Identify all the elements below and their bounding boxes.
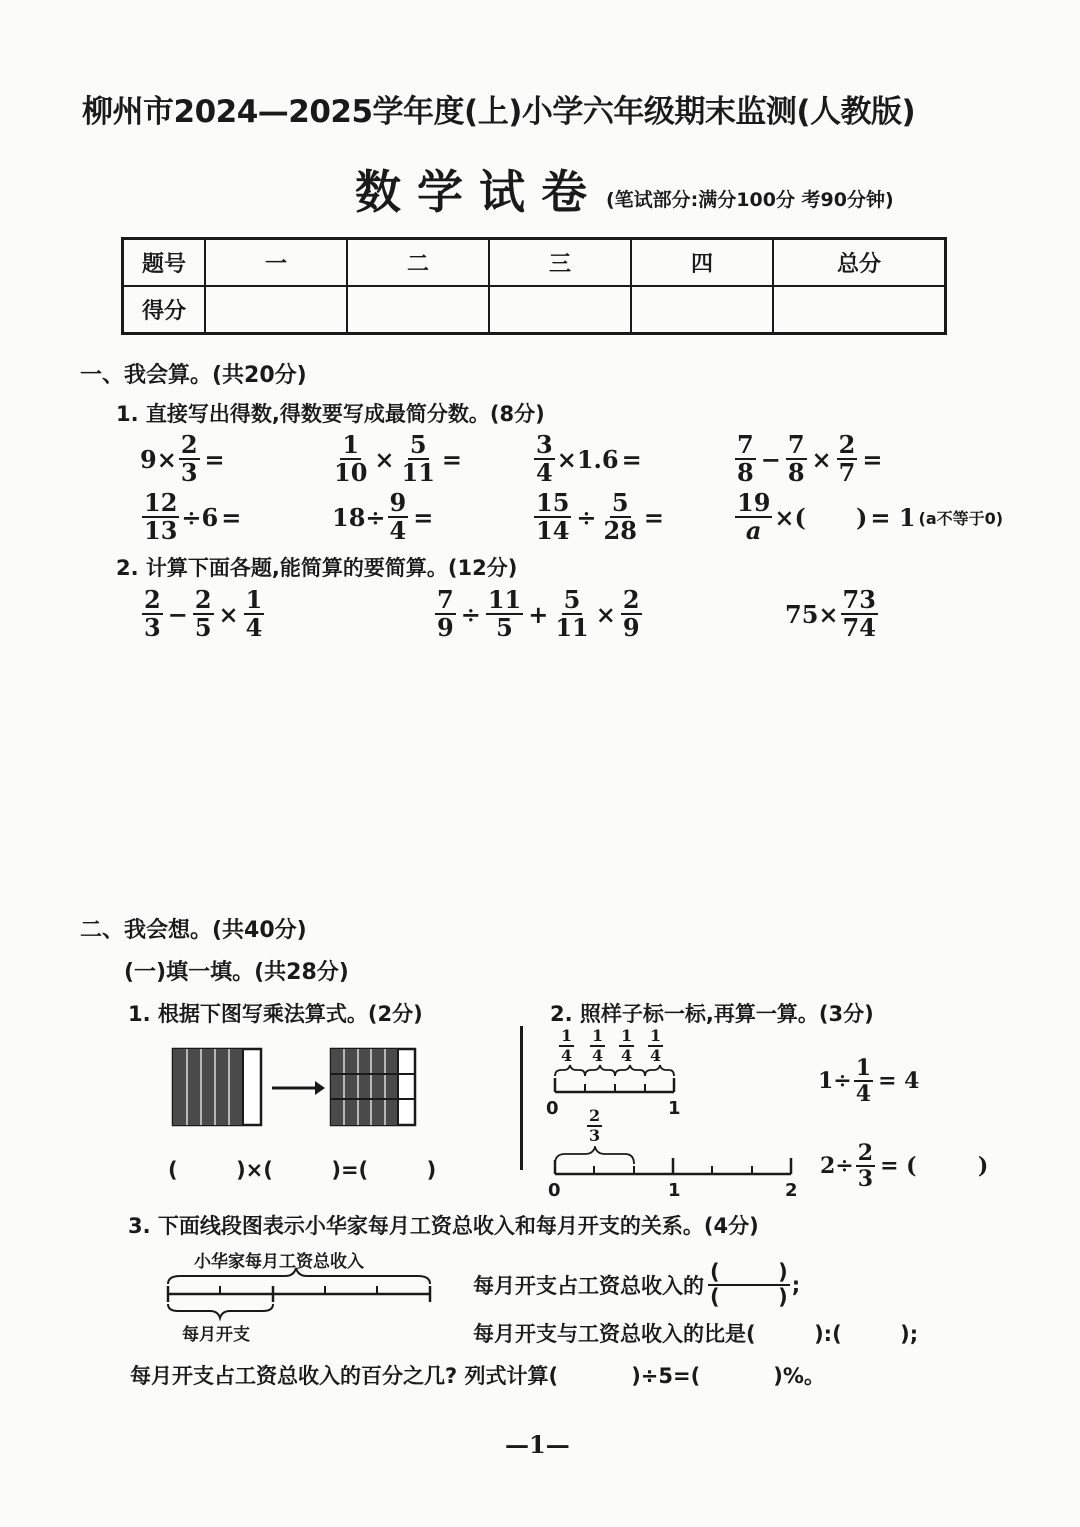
quarter-label-2: $\frac{1}{4}$ — [592, 1026, 604, 1065]
figure-left-rect — [173, 1049, 261, 1125]
arrow-right-icon — [272, 1081, 325, 1095]
s1-q1-item-4: $\frac{7}{8}$ − $\frac{7}{8}$ × $\frac{2}{7}$ = — [737, 430, 883, 487]
s1-q1-item-5: $\frac{12}{13}$ ÷6 = — [144, 488, 242, 545]
s1-q1-item-1: 9× $\frac{2}{3}$ = — [140, 430, 225, 487]
score-table — [121, 237, 947, 335]
section-2-title: 二、我会想。(共40分) — [80, 918, 307, 943]
s2-sub1-title: (一)填一填。(共28分) — [124, 960, 349, 985]
score-col-total: 总分 — [773, 239, 946, 287]
score-table-score-label: 得分 — [123, 286, 206, 334]
s2-q3-title: 3. 下面线段图表示小华家每月工资总收入和每月开支的关系。(4分) — [128, 1214, 759, 1238]
number-line-2 — [545, 1146, 805, 1182]
page-number: —1— — [505, 1430, 570, 1459]
fraction-answer-blank[interactable]: $\frac{( )}{( )}$ — [710, 1260, 788, 1309]
s2-q2-title: 2. 照样子标一标,再算一算。(3分) — [550, 1002, 874, 1026]
exam-header-title: 柳州市2024—2025学年度(上)小学六年级期末监测(人教版) — [82, 94, 916, 130]
exam-subject-title: 数 学 试 卷 — [355, 165, 588, 219]
section-1-title: 一、我会算。(共20分) — [80, 363, 307, 388]
line2-tick-0: 0 — [548, 1180, 561, 1201]
q3-line3[interactable]: 每月开支占工资总收入的百分之几? 列式计算( )÷5=( )%。 — [130, 1364, 825, 1388]
s1-q1-item-8: $\frac{19}{a}$ ×( ) = 1 (a不等于0) — [737, 488, 1004, 545]
s2-q1-title: 1. 根据下图写乘法算式。(2分) — [128, 1002, 423, 1026]
score-col-3: 三 — [489, 239, 631, 287]
q3-line2[interactable]: 每月开支与工资总收入的比是( ):( ); — [473, 1322, 919, 1346]
s1-q1-item-7: $\frac{15}{14}$ ÷ $\frac{5}{28}$ = — [536, 488, 665, 545]
s1-q1-title: 1. 直接写出得数,得数要写成最简分数。(8分) — [116, 402, 545, 426]
s1-q1-item-6: 18÷ $\frac{9}{4}$ = — [332, 488, 434, 545]
score-cell[interactable] — [489, 286, 631, 334]
figure-right-rect — [331, 1049, 415, 1125]
s1-q2-item-2: $\frac{7}{9}$ ÷ $\frac{11}{5}$ + $\frac{5}{11}$ × $\frac{2}{9}$ — [437, 585, 640, 642]
score-col-1: 一 — [205, 239, 347, 287]
quarter-label-4: $\frac{1}{4}$ — [650, 1026, 662, 1065]
multiplication-figure — [170, 1046, 420, 1130]
eq2[interactable]: 2÷ $\frac{2}{3}$ = ( ) — [820, 1140, 989, 1192]
score-cell[interactable] — [347, 286, 489, 334]
q3-line1: 每月开支占工资总收入的 $\frac{( )}{( )}$ ; — [473, 1260, 801, 1309]
line1-tick-1: 1 — [668, 1098, 681, 1119]
score-cell[interactable] — [205, 286, 347, 334]
brace-label: $\frac{2}{3}$ — [589, 1106, 601, 1145]
score-cell[interactable] — [631, 286, 773, 334]
s1-q2-item-1: $\frac{2}{3}$ − $\frac{2}{5}$ × $\frac{1}{4}$ — [144, 585, 263, 642]
segment-diagram — [160, 1266, 440, 1324]
s2-q1-answer-blank[interactable]: ( )×( )=( ) — [168, 1158, 437, 1182]
score-table-header-label: 题号 — [123, 239, 206, 287]
segment-bottom-label: 每月开支 — [182, 1325, 250, 1345]
quarter-label-1: $\frac{1}{4}$ — [561, 1026, 573, 1065]
score-col-4: 四 — [631, 239, 773, 287]
line2-tick-2: 2 — [785, 1180, 798, 1201]
line1-tick-0: 0 — [546, 1098, 559, 1119]
quarter-label-3: $\frac{1}{4}$ — [621, 1026, 633, 1065]
s1-q2-item-3: 75× $\frac{73}{74}$ — [785, 585, 876, 642]
s1-q2-title: 2. 计算下面各题,能简算的要简算。(12分) — [116, 556, 518, 580]
s1-q1-item-2: $\frac{1}{10}$ × $\frac{5}{11}$ = — [334, 430, 463, 487]
eq1: 1÷ $\frac{1}{4}$ = 4 — [818, 1055, 920, 1107]
line2-tick-1: 1 — [668, 1180, 681, 1201]
number-line-1 — [545, 1064, 685, 1100]
s1-q1-item-3: $\frac{3}{4}$ ×1.6 = — [536, 430, 642, 487]
exam-info-note: (笔试部分:满分100分 考90分钟) — [606, 189, 894, 211]
score-col-2: 二 — [347, 239, 489, 287]
segment-top-label: 小华家每月工资总收入 — [194, 1252, 364, 1272]
score-cell[interactable] — [773, 286, 946, 334]
vertical-divider — [520, 1026, 523, 1170]
